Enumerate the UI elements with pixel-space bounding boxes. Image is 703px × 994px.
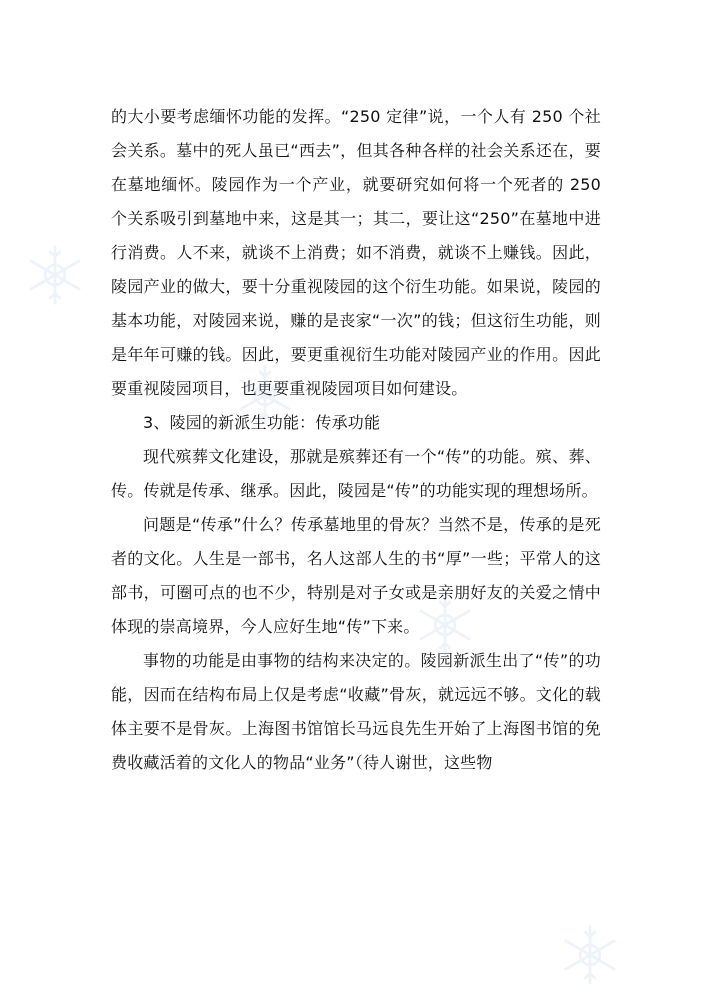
paragraph-1: 的大小要考虑缅怀功能的发挥。“250 定律”说，一个人有 250 个社会关系。墓中的死人虽已“西去”，但其各种各样的社会关系还在，要在墓地缅怀。陵园作为一个产业，就要研究如何将一个死者的 250 个关系吸引到墓地中来，这是其一；其二，要让这“250”在墓地中进行消费。人不来，就谈不上消费；如不消费，就谈不上赚钱。因此，陵园产业的做大，要十分重视陵园的这个衍生功能。如果说，陵园的基本功能，对陵园来说，赚的是丧家“一次”的钱；但这衍生功能，则是年年可赚的钱。因此，要更重视衍生功能对陵园产业的作用。因此要重视陵园项目，也更要重视陵园项目如何建设。	[111, 107, 601, 398]
snowflake-watermark-icon	[20, 240, 90, 310]
paragraph-2: 现代殡葬文化建设，那就是殡葬还有一个“传”的功能。殡、葬、传。传就是传承、继承。因此，陵园是“传”的功能实现的理想场所。	[111, 447, 601, 500]
snowflake-watermark-icon	[555, 920, 625, 990]
section-heading: 3、陵园的新派生功能：传承功能	[143, 413, 381, 432]
document-body	[111, 100, 601, 780]
paragraph-4: 事物的功能是由事物的结构来决定的。陵园新派生出了“传”的功能，因而在结构布局上仅是考虑“收藏”骨灰，就远远不够。文化的载体主要不是骨灰。上海图书馆馆长马远良先生开始了上海图书馆的免费收藏活着的文化人的物品“业务”（待人谢世，这些物	[111, 651, 601, 772]
paragraph-3: 问题是“传承”什么？传承墓地里的骨灰？当然不是，传承的是死者的文化。人生是一部书，名人这部人生的书“厚”一些；平常人的这部书，可圈可点的也不少，特别是对子女或是亲朋好友的关爱之情中体现的崇高境界，今人应好生地“传”下来。	[111, 515, 601, 636]
